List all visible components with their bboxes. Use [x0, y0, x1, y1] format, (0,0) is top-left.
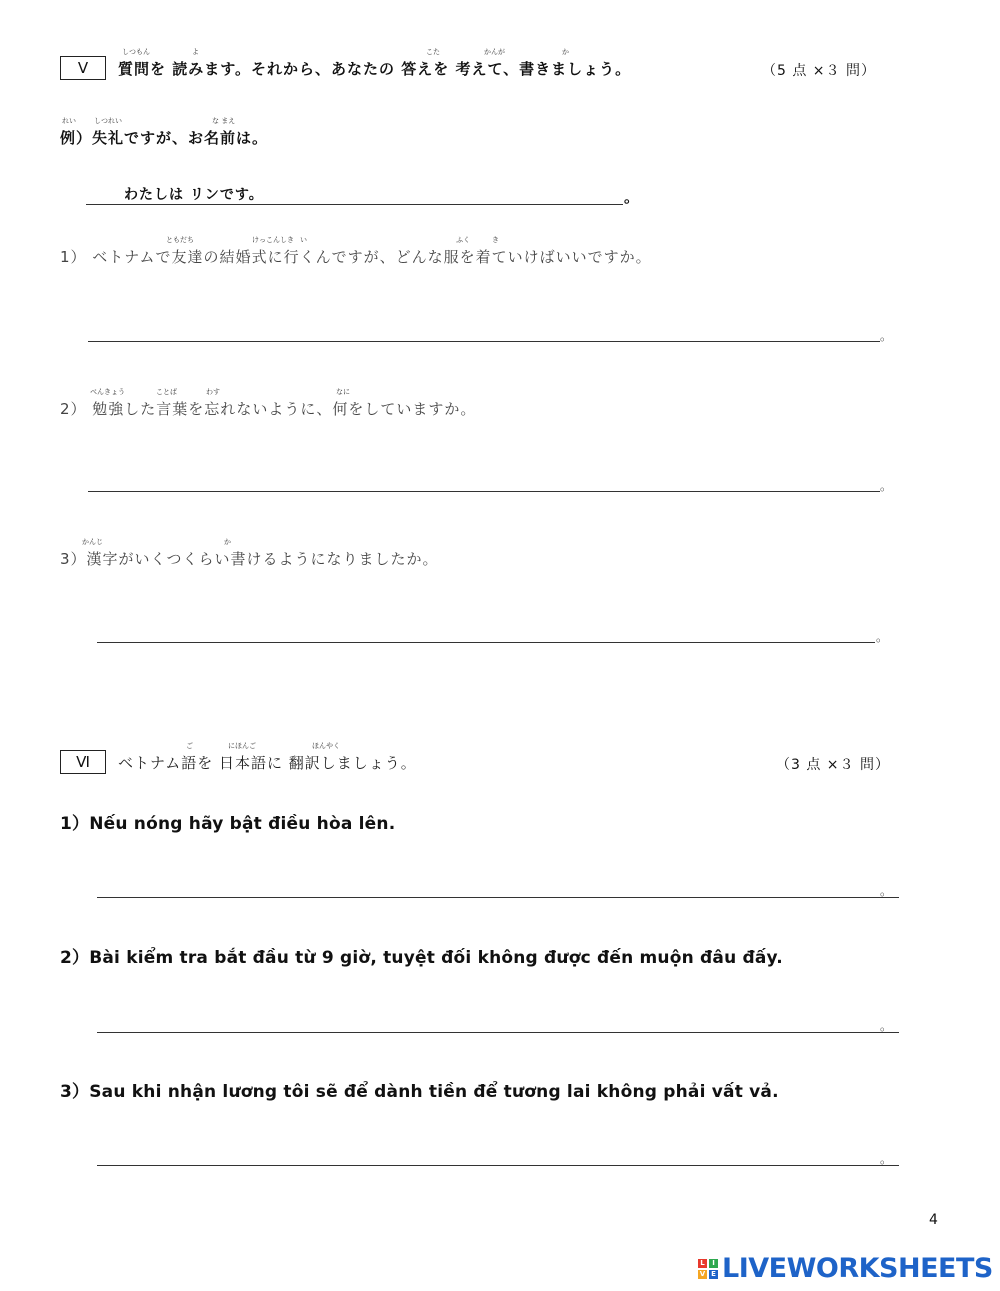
furigana: ほんやく [312, 742, 340, 750]
page-number: 4 [929, 1212, 938, 1228]
logo-blocks-icon [698, 1259, 718, 1279]
answer-period: 。 [880, 1152, 893, 1166]
translation-question: 1）Nếu nóng hãy bật điều hòa lên. [60, 814, 396, 834]
answer-period: 。 [880, 479, 893, 493]
furigana: れい [62, 117, 76, 125]
translation-question: 2）Bài kiểm tra bắt đầu từ 9 giờ, tuyệt đối không được đến muộn đâu đấy. [60, 948, 783, 968]
question-text: 1） ベトナムで友達の結婚式に行くんですが、どんな服を着ていけばいいですか。 [60, 248, 652, 266]
answer-line[interactable] [97, 897, 899, 898]
furigana: なに [336, 388, 350, 396]
instruction-text: 質問を 読みます。それから、あなたの 答えを 考えて、書きましょう。 [118, 60, 632, 78]
answer-period: 。 [880, 1019, 893, 1033]
furigana: ことば [156, 388, 177, 396]
section-5-label: Ⅴ [77, 59, 89, 77]
furigana: かんが [484, 48, 505, 56]
section-6-instruction [118, 742, 417, 773]
question-item [60, 538, 439, 569]
furigana: い [300, 236, 307, 244]
section-5-label-box [60, 56, 106, 80]
furigana: べんきょう [90, 388, 125, 396]
furigana: にほんご [228, 742, 256, 750]
section-6-label-box [60, 750, 106, 774]
answer-period: 。 [880, 884, 893, 898]
answer-line[interactable] [97, 642, 875, 643]
example-answer-period: 。 [624, 188, 640, 206]
answer-line[interactable] [88, 491, 880, 492]
answer-line[interactable] [97, 1165, 899, 1166]
question-text: 3）漢字がいくつくらい書けるようになりましたか。 [60, 550, 439, 568]
example-answer-line [86, 204, 623, 205]
example-question-text: 例）失礼ですが、お名前は。 [60, 129, 269, 147]
logo-block: V [699, 1269, 706, 1278]
furigana: か [562, 48, 569, 56]
answer-line[interactable] [97, 1032, 899, 1033]
answer-period: 。 [880, 329, 893, 343]
logo-block: L [698, 1259, 707, 1268]
question-item [60, 236, 652, 267]
section-5-instruction [118, 48, 632, 79]
logo-text: LIVEWORKSHEETS [722, 1253, 993, 1284]
question-text: 2） 勉強した言葉を忘れないように、何をしていますか。 [60, 400, 477, 418]
section-6-points: （3 点 ×３ 問） [776, 757, 890, 773]
example-question [60, 117, 269, 148]
logo-block: E [709, 1270, 718, 1279]
furigana: けっこんしき [252, 236, 294, 244]
furigana: ふく [456, 236, 470, 244]
furigana: ともだち [166, 236, 194, 244]
question-item [60, 388, 477, 419]
furigana: よ [192, 48, 199, 56]
translation-question: 3）Sau khi nhận lương tôi sẽ để dành tiền để tương lai không phải vất vả. [60, 1082, 779, 1102]
logo-block: I [709, 1259, 718, 1268]
answer-line[interactable] [88, 341, 880, 342]
section-6-label: Ⅵ [76, 753, 90, 771]
section-5-points: （5 点 ×３ 問） [762, 63, 876, 79]
furigana: しつもん [122, 48, 150, 56]
furigana: な まえ [212, 117, 236, 125]
liveworksheets-logo [698, 1253, 993, 1284]
example-answer: わたしは リンです。 [124, 187, 264, 203]
furigana: しつれい [94, 117, 122, 125]
furigana: かんじ [82, 538, 103, 546]
furigana: き [492, 236, 499, 244]
furigana: ご [186, 742, 193, 750]
furigana: こた [426, 48, 440, 56]
answer-period: 。 [876, 630, 889, 644]
furigana: わす [206, 388, 220, 396]
furigana: か [224, 538, 231, 546]
instruction-text: ベトナム語を 日本語に 翻訳しましょう。 [118, 754, 417, 772]
